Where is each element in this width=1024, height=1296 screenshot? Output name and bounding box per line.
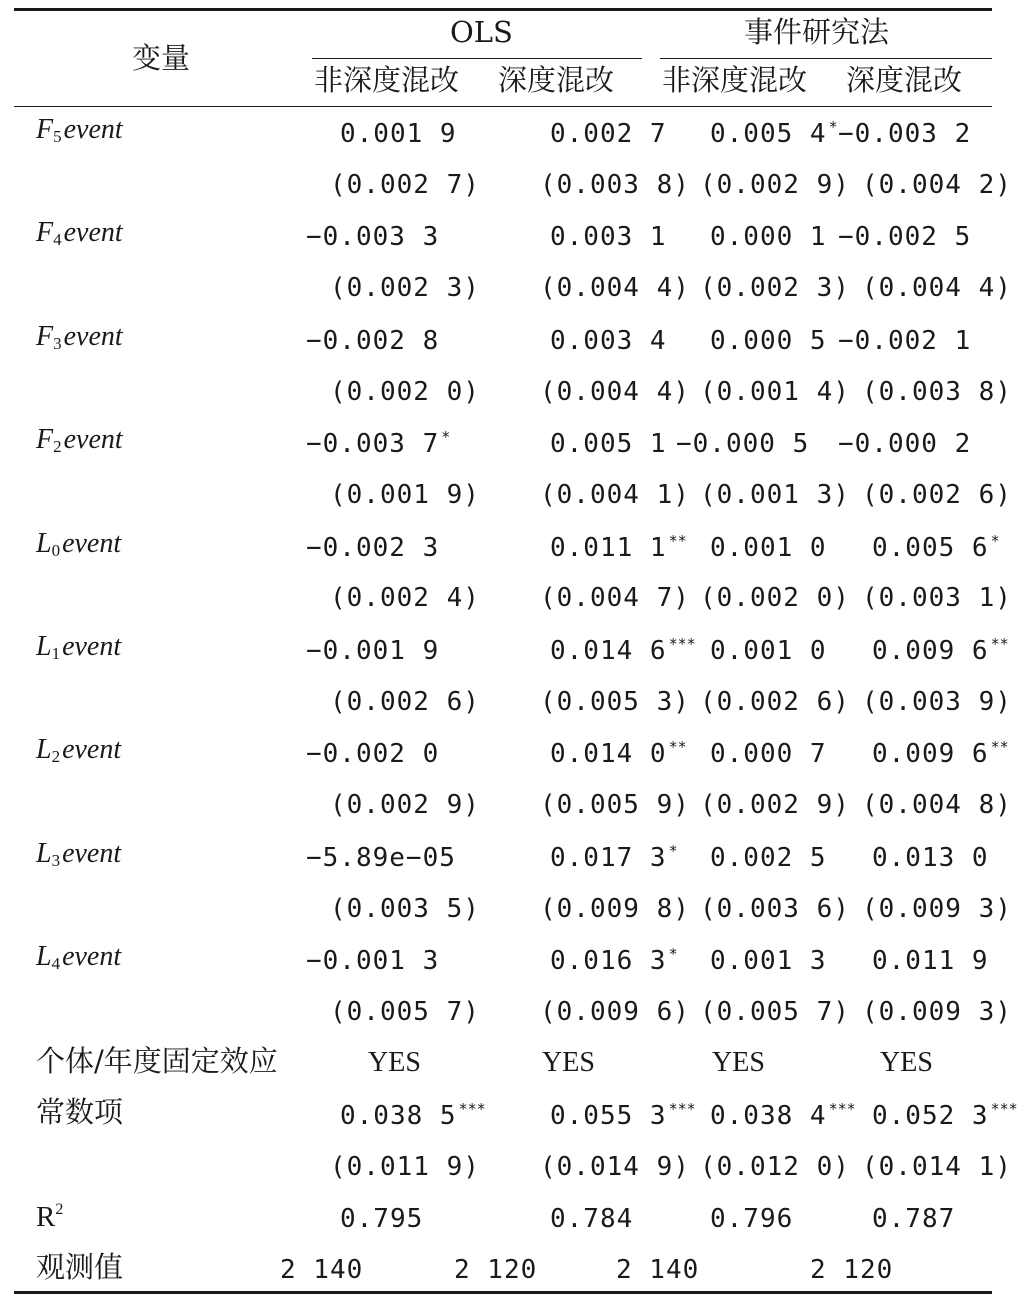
coef-value: −0.000 2 [838, 429, 972, 460]
coef-cell [872, 844, 991, 871]
coef-value: −0.003 2 [838, 119, 972, 149]
coef-value: 0.014 6 [550, 636, 667, 666]
top-rule [14, 8, 992, 11]
bottom-rule [14, 1291, 992, 1294]
var-suffix: event [63, 114, 123, 145]
var-suffix: event [62, 837, 122, 869]
coef-value: −0.002 5 [838, 222, 972, 253]
r-squared-value: 0.795 [340, 1203, 424, 1234]
coef-cell [710, 739, 829, 770]
variable-label [36, 219, 123, 248]
coef-cell [838, 429, 973, 460]
significance-stars: ** [668, 738, 687, 757]
coef-cell [550, 738, 687, 770]
constant-coef-cell [550, 1100, 696, 1132]
coef-cell [838, 327, 973, 354]
var-suffix: event [63, 424, 123, 456]
variable-label [36, 320, 123, 353]
coef-value: 0.017 3 [550, 842, 667, 873]
var-letter: L [36, 734, 52, 766]
std-error-cell: (0.009 3) [862, 996, 1012, 1027]
std-error-cell: (0.001 9) [330, 479, 480, 510]
var-letter: L [36, 527, 52, 559]
coef-value: 0.000 1 [710, 222, 827, 253]
significance-stars: *** [990, 1100, 1018, 1119]
var-subscript: 2 [51, 747, 61, 767]
std-error-cell: (0.005 3) [540, 686, 690, 717]
coef-cell [710, 327, 829, 354]
observations-value: 2 120 [810, 1255, 894, 1286]
significance-stars: ** [990, 738, 1009, 757]
coef-value: 0.000 5 [710, 325, 827, 356]
std-error-cell: (0.005 9) [540, 790, 690, 821]
coef-cell [872, 946, 991, 977]
r-superscript: 2 [55, 1200, 64, 1218]
variable-label [36, 633, 121, 662]
observations-value: 2 140 [280, 1255, 364, 1286]
fixed-effects-value: YES [712, 1046, 765, 1078]
std-error-cell: (0.002 3) [700, 273, 850, 304]
coef-cell [710, 534, 829, 561]
std-error-cell: (0.004 1) [540, 479, 690, 510]
significance-stars: *** [458, 1100, 486, 1119]
std-error-cell: (0.002 4) [330, 583, 480, 614]
std-error-cell: (0.004 4) [862, 273, 1012, 304]
std-error-cell: (0.004 7) [540, 583, 690, 614]
std-error-cell: (0.002 6) [862, 479, 1012, 510]
constant-std-error-cell: (0.014 9) [540, 1152, 690, 1182]
std-error-cell: (0.002 9) [330, 790, 480, 821]
significance-stars: * [828, 118, 838, 136]
coef-cell [306, 844, 458, 871]
var-suffix: event [63, 320, 123, 352]
coef-cell [676, 429, 811, 460]
variable-label [36, 426, 123, 455]
coef-value: 0.014 0 [550, 739, 667, 770]
var-letter: F [36, 114, 54, 145]
significance-stars: *** [668, 1100, 696, 1119]
constant-std-error-cell: (0.011 9) [330, 1152, 480, 1182]
coef-value: 0.009 6 [872, 636, 989, 666]
coef-cell [306, 637, 441, 664]
coef-value: 0.005 1 [550, 429, 667, 460]
var-suffix: event [62, 734, 122, 766]
coef-value: 0.001 0 [710, 636, 827, 666]
significance-stars: * [668, 841, 678, 860]
var-subscript: 4 [53, 230, 62, 250]
coef-value: 0.002 5 [710, 842, 827, 873]
coef-value: 0.009 6 [872, 739, 989, 770]
significance-stars: * [990, 531, 1000, 550]
observations-value: 2 140 [616, 1255, 700, 1286]
coef-value: −0.000 5 [676, 429, 810, 460]
std-error-cell: (0.005 7) [700, 996, 850, 1027]
std-error-cell: (0.002 6) [700, 686, 850, 717]
constant-std-error-cell: (0.014 1) [862, 1152, 1012, 1182]
coef-value: 0.005 4 [710, 119, 827, 149]
coef-value: 0.011 1 [550, 532, 667, 563]
var-suffix: event [62, 941, 122, 973]
var-letter: F [36, 217, 54, 249]
fixed-effects-value: YES [368, 1046, 421, 1078]
header-rule [14, 106, 992, 107]
var-subscript: 4 [51, 954, 61, 974]
std-error-cell: (0.009 3) [862, 893, 1012, 924]
var-letter: L [36, 837, 52, 869]
std-error-cell: (0.009 8) [540, 893, 690, 924]
coef-cell [710, 222, 829, 253]
coef-cell [306, 327, 441, 354]
std-error-cell: (0.002 6) [330, 686, 480, 717]
coef-value: 0.002 7 [550, 119, 667, 149]
coef-cell [550, 841, 678, 873]
r-letter: R [36, 1200, 56, 1233]
std-error-cell: (0.004 8) [862, 790, 1012, 821]
std-error-cell: (0.003 5) [330, 893, 480, 924]
coef-value: −0.003 3 [306, 222, 440, 253]
coef-value: 0.011 9 [872, 946, 989, 977]
coef-cell [838, 120, 973, 147]
coef-value: −0.002 1 [838, 325, 972, 356]
r-squared-value: 0.796 [710, 1203, 794, 1234]
coef-value: 0.013 0 [872, 842, 989, 873]
std-error-cell: (0.002 9) [700, 169, 850, 200]
var-subscript: 0 [51, 540, 61, 560]
coef-cell [550, 637, 696, 664]
coef-value: 0.003 4 [550, 325, 667, 356]
var-suffix: event [62, 631, 122, 662]
coef-cell [838, 222, 973, 253]
var-subscript: 3 [53, 333, 62, 353]
significance-stars: ** [990, 635, 1009, 653]
variable-label [36, 736, 121, 765]
constant-coef-cell [710, 1100, 856, 1132]
coef-value: 0.038 5 [340, 1101, 457, 1132]
fixed-effects-value: YES [880, 1046, 933, 1078]
coef-value: 0.052 3 [872, 1101, 989, 1132]
std-error-cell: (0.001 4) [700, 376, 850, 407]
significance-stars: * [441, 428, 451, 447]
coef-cell [340, 120, 459, 147]
std-error-cell: (0.003 9) [862, 686, 1012, 717]
subcol-event-nondeep: 非深度混改 [662, 63, 808, 97]
std-error-cell: (0.003 8) [540, 169, 690, 200]
significance-stars: ** [668, 531, 687, 550]
std-error-cell: (0.003 8) [862, 376, 1012, 407]
coef-value: −0.002 3 [306, 532, 440, 563]
coef-cell [710, 844, 829, 871]
coef-value: 0.005 6 [872, 532, 989, 563]
coef-value: 0.055 3 [550, 1101, 667, 1132]
r-squared-value: 0.784 [550, 1203, 634, 1234]
coef-value: 0.038 4 [710, 1101, 827, 1132]
var-letter: L [36, 941, 52, 973]
r-squared-label [36, 1202, 63, 1232]
group-label-event-study: 事件研究法 [744, 15, 890, 49]
coef-value: −0.003 7 [306, 429, 440, 460]
constant-std-error-cell: (0.012 0) [700, 1152, 850, 1182]
coef-cell [550, 531, 687, 563]
std-error-cell: (0.003 6) [700, 893, 850, 924]
coef-value: 0.001 3 [710, 946, 827, 977]
coef-value: 0.001 9 [340, 119, 457, 149]
std-error-cell: (0.002 7) [330, 169, 480, 200]
coef-value: −0.001 3 [306, 946, 440, 977]
std-error-cell: (0.002 0) [700, 583, 850, 614]
std-error-cell: (0.002 0) [330, 376, 480, 407]
significance-stars: *** [668, 635, 696, 653]
fixed-effects-value: YES [542, 1046, 595, 1078]
coef-cell [306, 222, 441, 253]
coef-cell [550, 120, 669, 147]
variable-label [36, 116, 123, 145]
coef-cell [550, 222, 669, 253]
coef-value: −0.002 0 [306, 739, 440, 770]
coef-cell [710, 120, 838, 147]
coef-cell [306, 428, 451, 460]
coef-cell [306, 946, 441, 977]
std-error-cell: (0.003 1) [862, 583, 1012, 614]
coef-cell [872, 738, 1009, 770]
std-error-cell: (0.004 4) [540, 273, 690, 304]
variable-label [36, 943, 121, 972]
var-suffix: event [63, 217, 123, 249]
std-error-cell: (0.002 9) [700, 790, 850, 821]
std-error-cell: (0.004 4) [540, 376, 690, 407]
std-error-cell: (0.009 6) [540, 996, 690, 1027]
std-error-cell: (0.004 2) [862, 169, 1012, 200]
coef-value: 0.001 0 [710, 532, 827, 563]
std-error-cell: (0.005 7) [330, 996, 480, 1027]
ols-group-rule [312, 58, 642, 59]
coef-value: −5.89e−05 [306, 842, 456, 873]
corner-label: 变量 [132, 41, 191, 75]
regression-table [14, 0, 1018, 1296]
coef-value: 0.000 7 [710, 739, 827, 770]
var-letter: F [36, 320, 54, 352]
subcol-ols-nondeep: 非深度混改 [314, 63, 460, 97]
subcol-ols-deep: 深度混改 [498, 63, 615, 97]
coef-cell [872, 531, 1000, 563]
r-squared-value: 0.787 [872, 1203, 956, 1234]
var-subscript: 5 [53, 127, 62, 146]
coef-cell [710, 946, 829, 977]
coef-cell [550, 429, 669, 460]
coef-cell [306, 739, 441, 770]
variable-label [36, 527, 122, 560]
coef-value: −0.002 8 [306, 325, 440, 356]
coef-cell [550, 945, 678, 977]
var-subscript: 3 [51, 850, 61, 870]
coef-cell [550, 327, 669, 354]
constant-label: 常数项 [36, 1095, 124, 1130]
std-error-cell: (0.002 3) [330, 273, 480, 304]
var-letter: L [36, 631, 52, 662]
var-subscript: 2 [53, 437, 62, 457]
coef-cell [710, 637, 829, 664]
constant-coef-cell [872, 1100, 1018, 1132]
significance-stars: *** [828, 1100, 856, 1119]
variable-label [36, 837, 122, 870]
group-label-ols: OLS [450, 15, 513, 49]
coef-cell [872, 637, 1009, 664]
significance-stars: * [668, 945, 678, 964]
coef-value: 0.003 1 [550, 222, 667, 253]
subcol-event-deep: 深度混改 [846, 63, 963, 97]
coef-value: −0.001 9 [306, 636, 440, 666]
coef-value: 0.016 3 [550, 946, 667, 977]
observations-value: 2 120 [454, 1255, 538, 1286]
var-suffix: event [62, 527, 122, 559]
observations-label: 观测值 [36, 1250, 124, 1285]
std-error-cell: (0.001 3) [700, 479, 850, 510]
event-group-rule [660, 58, 992, 59]
coef-cell [306, 534, 441, 561]
constant-coef-cell [340, 1100, 486, 1132]
var-subscript: 1 [51, 644, 61, 663]
var-letter: F [36, 424, 54, 456]
fixed-effects-label: 个体/年度固定效应 [36, 1043, 278, 1078]
